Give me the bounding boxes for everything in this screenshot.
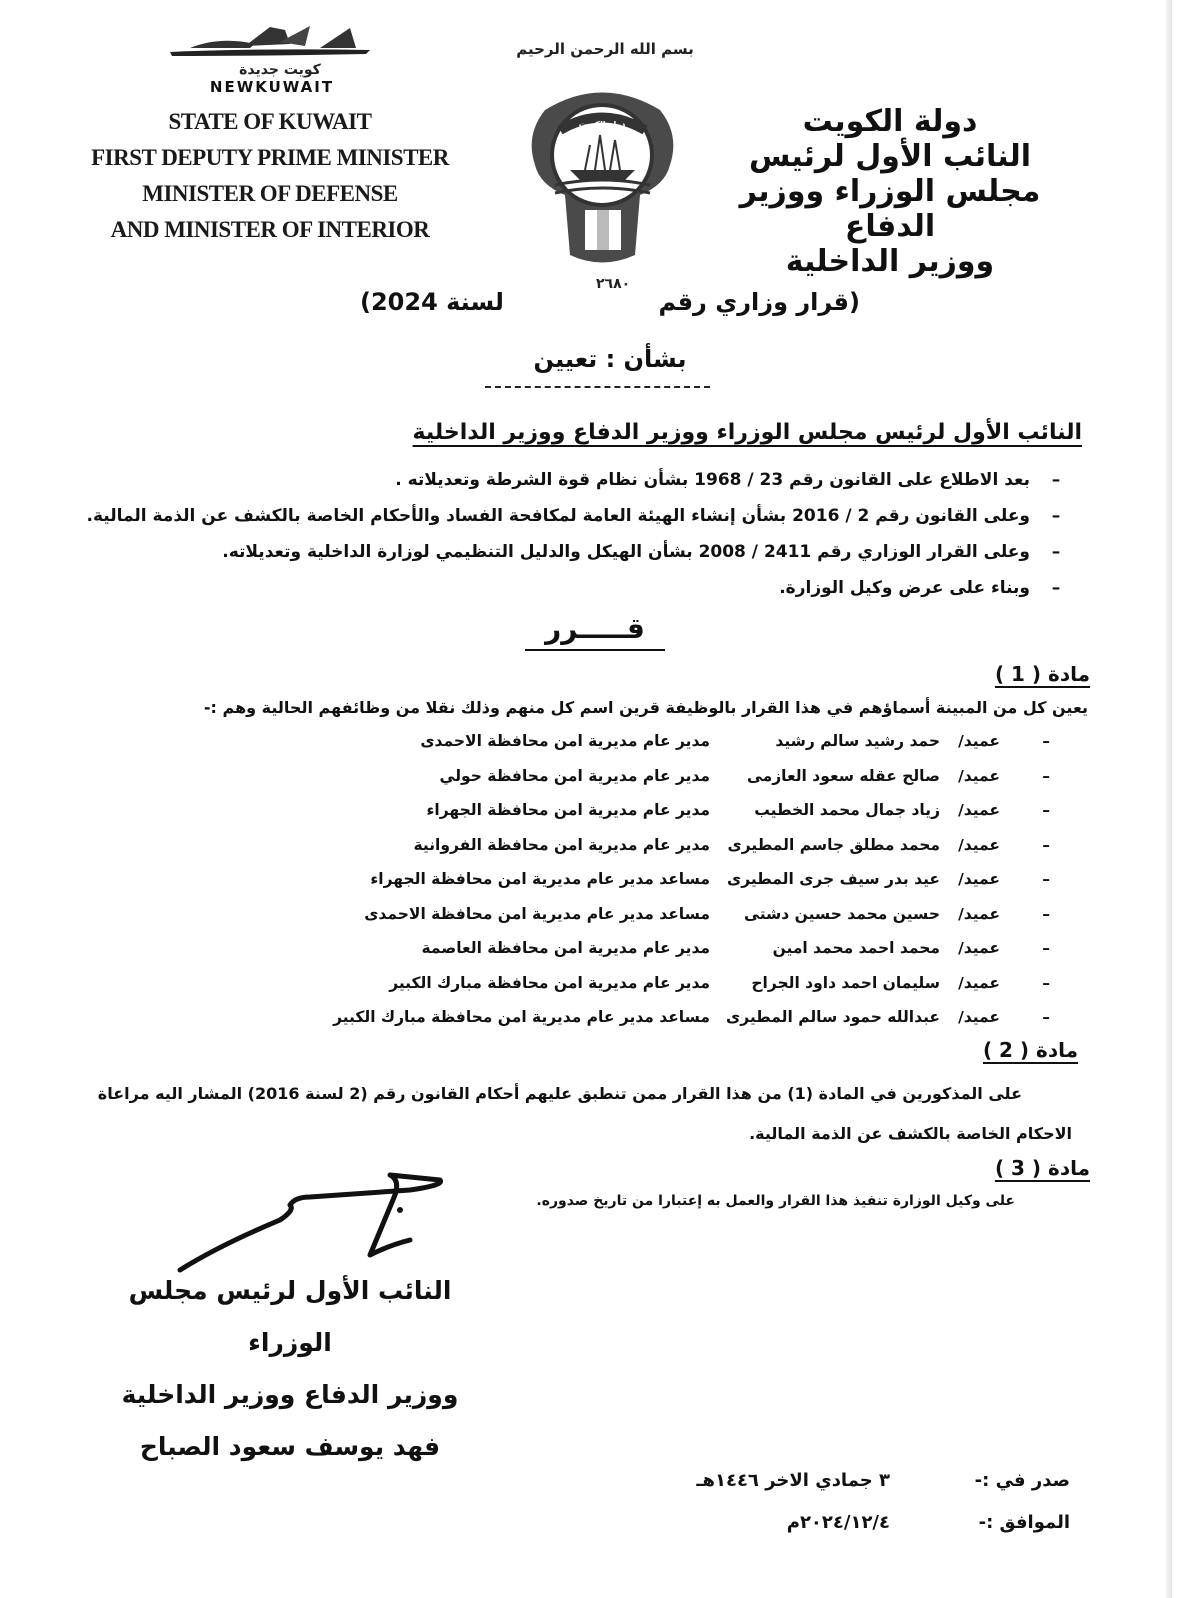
corresponding-label: الموافق :- <box>978 1512 1070 1533</box>
appointment-row <box>240 728 1050 763</box>
decision-title-prefix: (قرار وزاري رقم <box>658 288 860 316</box>
consideration-item: – وبناء على عرض وكيل الوزارة. <box>160 570 1060 606</box>
issue-dates <box>630 1470 1070 1554</box>
row-dash: – <box>1042 904 1050 923</box>
appointment-rank: عميد/ <box>958 732 1000 750</box>
kuwait-emblem-icon <box>525 85 680 265</box>
signatory-name: فهد يوسف سعود الصباح <box>139 1432 441 1461</box>
issued-label: صدر في :- <box>974 1470 1070 1491</box>
row-dash: – <box>1042 870 1050 888</box>
basmala: بسم الله الرحمن الرحيم <box>516 40 694 58</box>
row-dash: – <box>1042 766 1050 785</box>
appointment-name: محمد مطلق جاسم المطيرى <box>727 835 940 854</box>
appointment-rank: عميد/ <box>958 939 1000 957</box>
article-2-text: على المذكورين في المادة (1) من هذا القرار ممن تنطبق عليهم أحكام القانون رقم (2 لسنة 2016) المشار اليه مراعاة الاحكام الخاصة بالكشف عن الذمة المالية. <box>97 1084 1072 1143</box>
appointment-row <box>240 866 1050 901</box>
appointments-list <box>240 728 1050 1039</box>
appointment-position: مدير عام مديرية امن محافظة الفروانية <box>413 835 710 854</box>
consideration-item: – وعلى القانون رقم 2 / 2016 بشأن إنشاء الهيئة العامة لمكافحة الفساد والأحكام الخاصة بالكشف عن الذمة المالية. <box>160 498 1060 534</box>
appointment-rank: عميد/ <box>958 801 1000 819</box>
new-kuwait-logo <box>160 22 380 100</box>
appointment-rank: عميد/ <box>958 973 1000 992</box>
letterhead-line: AND MINISTER OF INTERIOR <box>110 217 430 242</box>
letterhead-line: FIRST DEPUTY PRIME MINISTER <box>91 145 449 170</box>
appointment-position: مساعد مدير عام مديرية امن محافظة الاحمدى <box>364 904 710 923</box>
letterhead-line: النائب الأول لرئيس <box>748 139 1032 174</box>
row-dash: – <box>1042 732 1050 750</box>
signatory-block <box>100 1265 480 1473</box>
english-letterhead <box>60 104 480 248</box>
decision-title-suffix: لسنة 2024) <box>360 288 504 316</box>
appointment-row <box>240 935 1050 970</box>
consideration-item: – بعد الاطلاع على القانون رقم 23 / 1968 بشأن نظام قوة الشرطة وتعديلاته . <box>160 462 1060 498</box>
appointment-rank: عميد/ <box>958 766 1000 785</box>
appointment-name: عبدالله حمود سالم المطيرى <box>726 1008 940 1026</box>
letterhead-line: مجلس الوزراء ووزير الدفاع <box>739 174 1041 244</box>
appointment-row <box>240 970 1050 1005</box>
appointment-name: عيد بدر سيف جرى المطيرى <box>727 870 940 888</box>
signatory-title-line: ووزير الدفاع ووزير الداخلية <box>121 1380 459 1409</box>
considerations-list <box>86 462 1060 606</box>
issued-value: ٣ جمادي الاخر ١٤٤٦هـ <box>696 1470 890 1491</box>
letterhead-line: MINISTER OF DEFENSE <box>142 181 398 206</box>
decision-subject: بشأن : تعيين <box>533 345 687 373</box>
letterhead-line: STATE OF KUWAIT <box>168 109 372 134</box>
article-2-heading: مادة ( 2 ) <box>982 1038 1078 1062</box>
issued-date-row <box>630 1470 1070 1512</box>
appointment-position: مدير عام مديرية امن محافظة العاصمة <box>421 939 710 957</box>
row-dash: – <box>1042 1008 1050 1026</box>
signatory-title-line: النائب الأول لرئيس مجلس الوزراء <box>128 1276 452 1357</box>
dashed-divider <box>485 386 710 388</box>
logo-arabic-text: كويت جديدة <box>239 62 321 78</box>
appointment-name: صالح عقله سعود العازمى <box>746 766 940 785</box>
appointment-row <box>240 1004 1050 1039</box>
appointment-rank: عميد/ <box>958 1008 1000 1026</box>
preamble-title: النائب الأول لرئيس مجلس الوزراء ووزير الدفاع ووزير الداخلية <box>412 420 1082 445</box>
appointment-position: مساعد مدير عام مديرية امن محافظة مبارك الكبير <box>333 1008 710 1026</box>
decree-heading: قـــــرر <box>525 612 665 651</box>
handwritten-signature <box>160 1135 450 1275</box>
appointment-position: مدير عام مديرية امن محافظة الجهراء <box>426 801 710 819</box>
appointment-name: حسين محمد حسين دشتى <box>744 904 940 923</box>
appointment-row <box>240 901 1050 936</box>
appointment-name: زياد جمال محمد الخطيب <box>754 801 940 819</box>
appointment-rank: عميد/ <box>958 835 1000 854</box>
article-1-intro: يعين كل من المبينة أسماؤهم في هذا القرار بالوظيفة قرين اسم كل منهم وذلك نقلا من وظائفهم الحالية وهم :- <box>203 698 1088 717</box>
appointment-rank: عميد/ <box>958 870 1000 888</box>
consideration-item: – وعلى القرار الوزاري رقم 2411 / 2008 بشأن الهيكل والدليل التنظيمي لوزارة الداخلية وتعديلاته. <box>160 534 1060 570</box>
appointment-row <box>240 832 1050 867</box>
appointment-name: محمد احمد محمد امين <box>772 939 940 957</box>
article-1-heading: مادة ( 1 ) <box>994 662 1090 686</box>
row-dash: – <box>1042 801 1050 819</box>
corresponding-date-row <box>630 1512 1070 1554</box>
corresponding-value: ٢٠٢٤/١٢/٤م <box>786 1512 890 1533</box>
row-dash: – <box>1042 939 1050 957</box>
appointment-position: مدير عام مديرية امن محافظة مبارك الكبير <box>389 973 710 992</box>
appointment-position: مساعد مدير عام مديرية امن محافظة الجهراء <box>370 870 710 888</box>
appointment-name: حمد رشيد سالم رشيد <box>775 732 940 750</box>
emblem-text: دولة الكويت <box>578 120 626 129</box>
row-dash: – <box>1042 973 1050 992</box>
arabic-letterhead <box>690 104 1090 279</box>
appointment-rank: عميد/ <box>958 904 1000 923</box>
appointment-position: مدير عام مديرية امن محافظة حولي <box>439 766 710 785</box>
letterhead-line: دولة الكويت <box>802 104 978 139</box>
logo-english-text: NEWKUWAIT <box>209 78 335 96</box>
decision-number: ٢٦٨٠ <box>596 276 631 292</box>
appointment-row <box>240 763 1050 798</box>
appointment-name: سليمان احمد داود الجراح <box>751 973 940 992</box>
appointment-row <box>240 797 1050 832</box>
letterhead-line: ووزير الداخلية <box>785 244 995 279</box>
appointment-position: مدير عام مديرية امن محافظة الاحمدى <box>420 732 710 750</box>
article-3-text: على وكيل الوزارة تنفيذ هذا القرار والعمل به إعتبارا من تاريخ صدوره. <box>536 1193 1015 1209</box>
page-edge-shadow <box>1166 0 1172 1598</box>
row-dash: – <box>1042 835 1050 854</box>
article-3-heading: مادة ( 3 ) <box>994 1156 1090 1180</box>
